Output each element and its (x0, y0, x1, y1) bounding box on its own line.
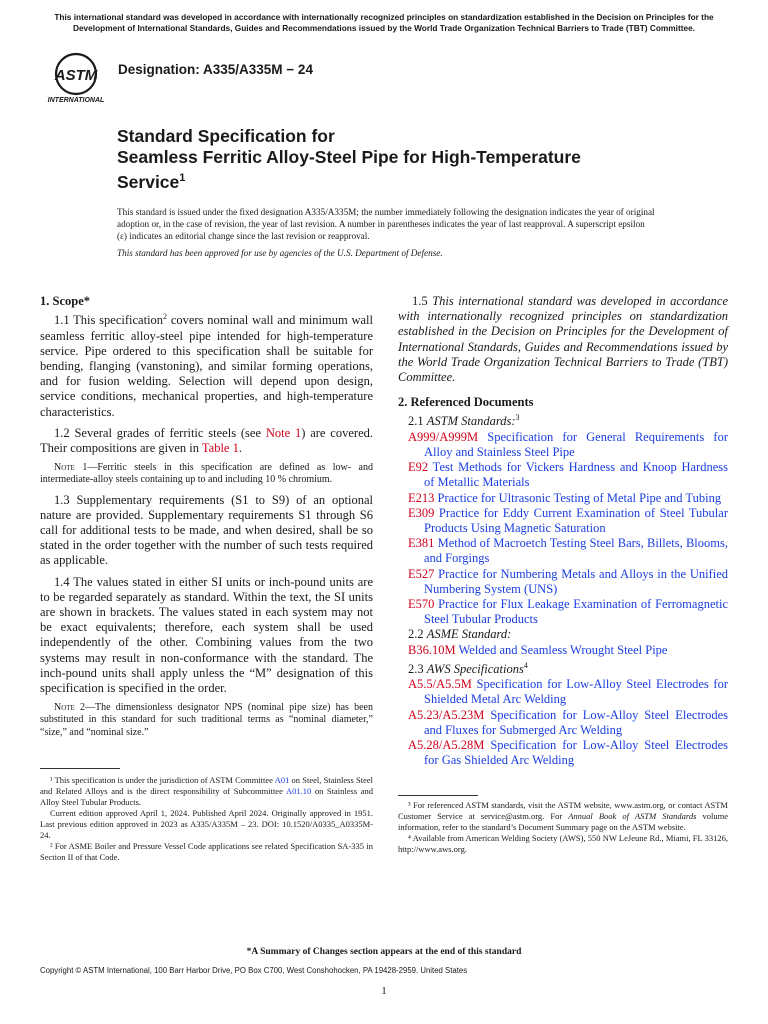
footnote-2: ² For ASME Boiler and Pressure Vessel Code applications see related Specification SA-335 in Section II of that Code. (40, 841, 373, 862)
issued-statement: This standard is issued under the fixed designation A335/A335M; the number immediately following the designation indicates the year of original adoption or, in the case of revision, the year of last revision. A number in parentheses indicates the year of last reapproval. A superscript epsilon (ε) indicates an editorial change since the last revision or reapproval. (117, 207, 655, 241)
note-2-text: —The dimensionless designator NPS (nominal pipe size) has been substituted in this standard for such traditional terms as “nominal diameter,” “size,” and “nominal size.” (40, 702, 373, 738)
asme-label-text: ASME Standard: (426, 627, 512, 642)
note-1-link[interactable]: Note 1 (265, 425, 302, 440)
reference-code-link[interactable]: B36.10M (408, 642, 456, 657)
note-2-label: Note 2 (54, 702, 85, 714)
astm-logo (44, 52, 108, 104)
footnotes-right (398, 800, 728, 855)
p1-1-text-a: 1.1 This specification (54, 313, 164, 328)
reference-title-link[interactable]: Specification for Low-Alloy Steel Electrodes for Gas Shielded Arc Welding (424, 738, 728, 768)
aws-reference-item (398, 677, 728, 707)
subcommittee-a01-10-link[interactable]: A01.10 (285, 786, 312, 796)
table-1-link[interactable]: Table 1 (201, 440, 239, 455)
fn1-text-a: ¹ This specification is under the jurisdiction of ASTM Committee (50, 775, 275, 785)
aws-reference-list (398, 677, 728, 768)
reference-title-link[interactable]: Practice for Numbering Metals and Alloys in the Unified Numbering System (UNS) (424, 566, 728, 596)
page-number: 1 (381, 985, 387, 997)
p1-5-text: This international standard was developed in accordance with internationally recognized principles on standardization established in the Decision on Principles for the Development of International Standards, Guides and Recommendations issued by the World Trade Organization Technical Barriers to Trade (TBT) Committee. (398, 294, 728, 385)
asme-standard-label (398, 627, 728, 642)
reference-title-link[interactable]: Practice for Eddy Current Examination of Steel Tubular Products Using Magnetic Saturation (424, 505, 728, 535)
reference-title-link[interactable]: Specification for General Requirements for Alloy and Stainless Steel Pipe (424, 429, 728, 459)
reference-title-link[interactable]: Welded and Seamless Wrought Steel Pipe (455, 642, 668, 657)
astm-label-text: ASTM Standards: (426, 414, 516, 429)
footnote-divider-right (398, 795, 478, 796)
reference-code-link[interactable]: E213 (408, 490, 435, 505)
p1-5-number: 1.5 (412, 294, 433, 308)
title-line-2: Seamless Ferritic Alloy-Steel Pipe for High-Temperature (117, 147, 581, 167)
fn3-italic: Annual Book of ASTM Standards (568, 811, 697, 821)
footnote-1 (40, 775, 373, 808)
p1-1-text-b: covers nominal wall and minimum wall seamless ferritic alloy-steel pipe intended for high-temperature service. Pipe ordered to this specification shall be suitable for bending, flanging (vanstoning), and similar forming operations, and for fusion welding. Selection will depend upon design, service conditions, mechanical properties, and high-temperature characteristics. (40, 313, 374, 419)
paragraph-1-1 (40, 309, 373, 420)
paragraph-1-5 (398, 294, 728, 385)
scope-heading: 1. Scope* (40, 294, 90, 308)
designation: Designation: A335/A335M − 24 (118, 62, 313, 77)
reference-code-link[interactable]: A5.5/A5.5M (408, 677, 472, 692)
approved-statement: This standard has been approved for use by agencies of the U.S. Department of Defense. (117, 248, 443, 258)
astm-standards-label (398, 410, 728, 429)
astm-reference-item (398, 506, 728, 536)
fn3-text-b: volume information, refer to the standard’s Document Summary page on the ASTM website. (398, 811, 728, 832)
title-footnote-mark: 1 (179, 172, 186, 184)
summary-of-changes-note: *A Summary of Changes section appears at the end of this standard (246, 947, 522, 957)
reference-title-link[interactable]: Specification for Low-Alloy Steel Electrodes and Fluxes for Submerged Arc Welding (424, 707, 728, 737)
asme-reference-list (398, 643, 728, 658)
astm-reference-item (398, 567, 728, 597)
reference-code-link[interactable]: E92 (408, 460, 429, 475)
note-1 (40, 462, 373, 486)
footnote-3 (398, 800, 728, 833)
right-column (398, 294, 728, 768)
reference-code-link[interactable]: E381 (408, 536, 435, 551)
reference-title-link[interactable]: Practice for Ultrasonic Testing of Metal Pipe and Tubing (434, 490, 722, 505)
astm-reference-item (398, 430, 728, 460)
reference-code-link[interactable]: A5.23/A5.23M (408, 707, 485, 722)
fn1-text-c: on Stainless and Alloy Steel Tubular Products. (40, 786, 373, 807)
paragraph-1-4: 1.4 The values stated in either SI units or inch-pound units are to be regarded separately as standard. Within the text, the SI units are shown in brackets. The values stated in each system may not be exact equivalents; therefore, each system shall be used independently of the other. Combining values from the two systems may result in non-conformance with the standard. The inch-pound units shall apply unless the “M” designation of this specification is specified in the order. (40, 574, 373, 696)
reference-code-link[interactable]: E309 (408, 505, 435, 520)
p1-1-footnote-mark: 2 (163, 312, 168, 322)
asme-reference-item (398, 643, 728, 658)
aws-footnote-mark: 4 (523, 660, 528, 670)
footnotes-left (40, 775, 373, 863)
reference-code-link[interactable]: E527 (408, 566, 435, 581)
reference-code-link[interactable]: A5.28/A5.28M (408, 738, 485, 752)
p1-2-text-c: . (238, 440, 242, 455)
paragraph-1-3: 1.3 Supplementary requirements (S1 to S9) of an optional nature are provided. Supplementary requirements S1 through S6 call for additional tests to be made, and when desired, shall be so stated in the order together with the number of such tests required as applicable. (40, 492, 373, 568)
astm-footnote-mark: 3 (515, 413, 520, 423)
title-line-3-text: Service (117, 171, 180, 192)
astm-reference-list (398, 430, 728, 628)
note-1-text: —Ferritic steels in this specification are defined as low- and intermediate-alloy steels containing up to and including 10 % chromium. (40, 462, 373, 486)
reference-title-link[interactable]: Practice for Flux Leakage Examination of Ferromagnetic Steel Tubular Products (424, 597, 728, 627)
logo-subtext: INTERNATIONAL (47, 97, 105, 104)
astm-reference-item (398, 460, 728, 490)
logo-letters: ASTM (54, 67, 98, 84)
note-2 (40, 702, 373, 739)
asme-label-number: 2.2 (408, 627, 427, 642)
references-heading: 2. Referenced Documents (398, 395, 534, 410)
footnote-divider-left (40, 768, 120, 769)
title-line-3 (117, 168, 677, 193)
tbt-notice: This international standard was developed in accordance with internationally recognized principles on standardization established in the Decision on Principles for the Development of International Standards, Guides and Recommendations issued by the World Trade Organization Technical Barriers to Trade (TBT) Committee. (54, 12, 714, 33)
title-line-1: Standard Specification for (117, 126, 335, 146)
aws-reference-item (398, 738, 728, 768)
copyright: Copyright © ASTM International, 100 Barr Harbor Drive, PO Box C700, West Conshohocken, PA 19428-2959. United States (40, 966, 468, 975)
aws-specifications-label (398, 658, 728, 677)
reference-code-link[interactable]: E570 (408, 597, 435, 612)
aws-label-number: 2.3 (408, 661, 427, 676)
reference-code-link[interactable]: A999/A999M (408, 429, 479, 444)
astm-reference-item (398, 536, 728, 566)
reference-title-link[interactable]: Method of Macroetch Testing Steel Bars, Billets, Blooms, and Forgings (424, 536, 728, 566)
reference-title-link[interactable]: Specification for Low-Alloy Steel Electrodes for Shielded Metal Arc Welding (424, 677, 728, 707)
left-column (40, 294, 373, 745)
astm-reference-item (398, 597, 728, 627)
paragraph-1-2 (40, 426, 373, 456)
fn1-text-b: on Steel, Stainless Steel and Related Alloys and is the direct responsibility of Subcommittee (40, 775, 374, 796)
p1-2-text-a: 1.2 Several grades of ferritic steels (see (54, 425, 266, 440)
reference-title-link[interactable]: Test Methods for Vickers Hardness and Knoop Hardness of Metallic Materials (424, 460, 728, 490)
astm-reference-item (398, 491, 728, 506)
fn3-text-a: ³ For referenced ASTM standards, visit the ASTM website, www.astm.org, or contact ASTM Customer Service at service@astm.org. For (398, 800, 728, 821)
note-1-label: Note 1 (54, 462, 88, 474)
footnote-1-edition: Current edition approved April 1, 2024. Published April 2024. Originally approved in 1951. Last previous edition approved in 2023 as A335/A335M – 23. DOI: 10.1520/A0335_A0335M-24. (40, 808, 373, 840)
committee-a01-link[interactable]: A01 (274, 775, 290, 785)
aws-reference-item (398, 708, 728, 738)
footnote-4: ⁴ Available from American Welding Society (AWS), 550 NW LeJeune Rd., Miami, FL 33126, http://www.aws.org. (398, 833, 728, 854)
aws-label-text: AWS Specifications (426, 661, 524, 676)
document-title (117, 126, 677, 193)
p1-2-text-b: ) are covered. Their compositions are given in (40, 425, 373, 455)
astm-logo-icon (44, 52, 108, 104)
astm-label-number: 2.1 (408, 414, 427, 429)
